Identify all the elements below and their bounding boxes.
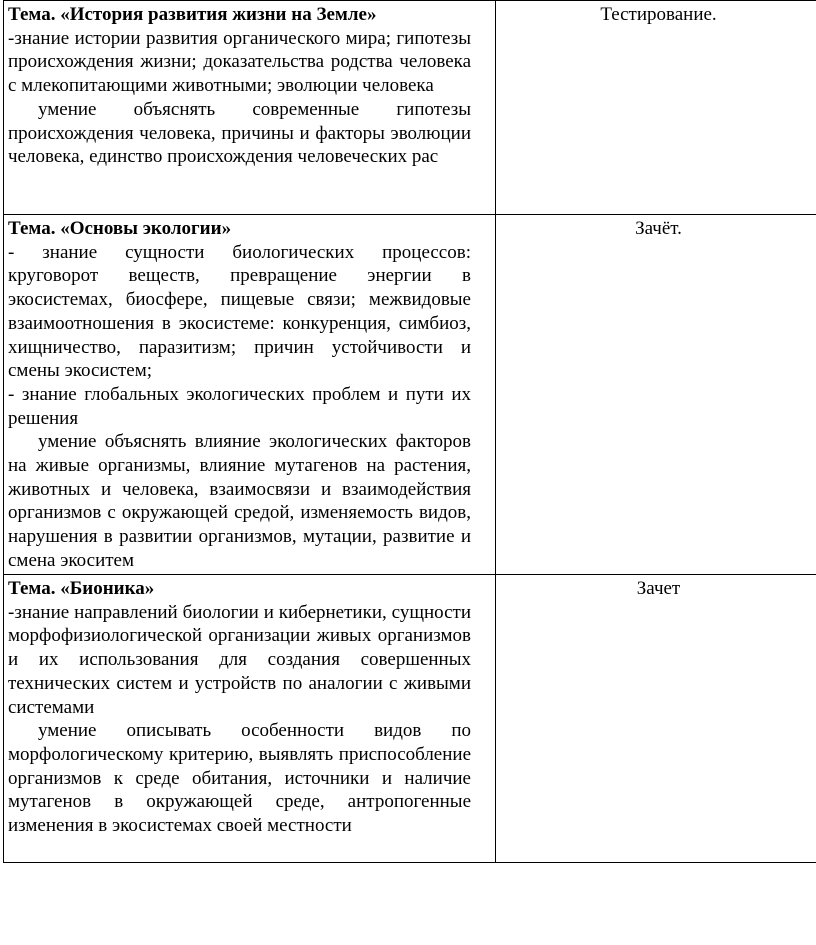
table-row [4,575,816,863]
assessment-cell [496,215,816,575]
topic-cell [4,215,496,575]
skills-text: умение объяснять современные гипотезы происхождения человека, причины и факторы эволюции человека, единство происхождения человеческих рас [8,98,471,168]
assessment-text: Тестирование. [600,4,717,25]
assessment-text: Зачет [636,578,681,599]
knowledge-text-2: - знание глобальных экологических проблем и пути их решения [8,383,471,429]
table-row [4,215,816,575]
table-row [4,1,816,215]
knowledge-text: -знание направлений биологии и кибернетики, сущности морфофизиологической организации живых организмов и их использования для создания совершенных технических систем и устройств по аналогии с живыми системами [8,601,471,718]
topic-cell [4,1,496,215]
topics-table [3,0,816,863]
topic-cell [4,575,496,863]
topic-title: Тема. «Бионика» [8,578,155,599]
document-page [3,0,816,863]
assessment-text: Зачёт. [635,218,682,239]
knowledge-text: -знание истории развития органического мира; гипотезы происхождения жизни; доказательства родства человека с млекопитающими животными; эволюции человека [8,27,471,97]
assessment-cell [496,1,816,215]
knowledge-text: - знание сущности биологических процессов: круговорот веществ, превращение энергии в экосистемах, биосфере, пищевые связи; межвидовые взаимоотношения в экосистеме: конкуренция, симбиоз, хищничество, паразитизм; причин устойчивости и смены экосистем; [8,241,471,382]
topic-title: Тема. «История развития жизни на Земле» [8,4,377,25]
assessment-cell [496,575,816,863]
skills-text: умение описывать особенности видов по морфологическому критерию, выявлять приспособление организмов к среде обитания, источники и наличие мутагенов в окружающей среде, антропогенные изменения в экосистемах своей местности [8,720,471,837]
topic-title: Тема. «Основы экологии» [8,218,232,239]
skills-text: умение объяснять влияние экологических факторов на живые организмы, влияние мутагенов на растения, животных и человека, взаимосвязи и взаимодействия организмов с окружающей средой, изменяемость видов, нарушения в развитии организмов, мутации, развитие и смена экоситем [8,431,471,571]
